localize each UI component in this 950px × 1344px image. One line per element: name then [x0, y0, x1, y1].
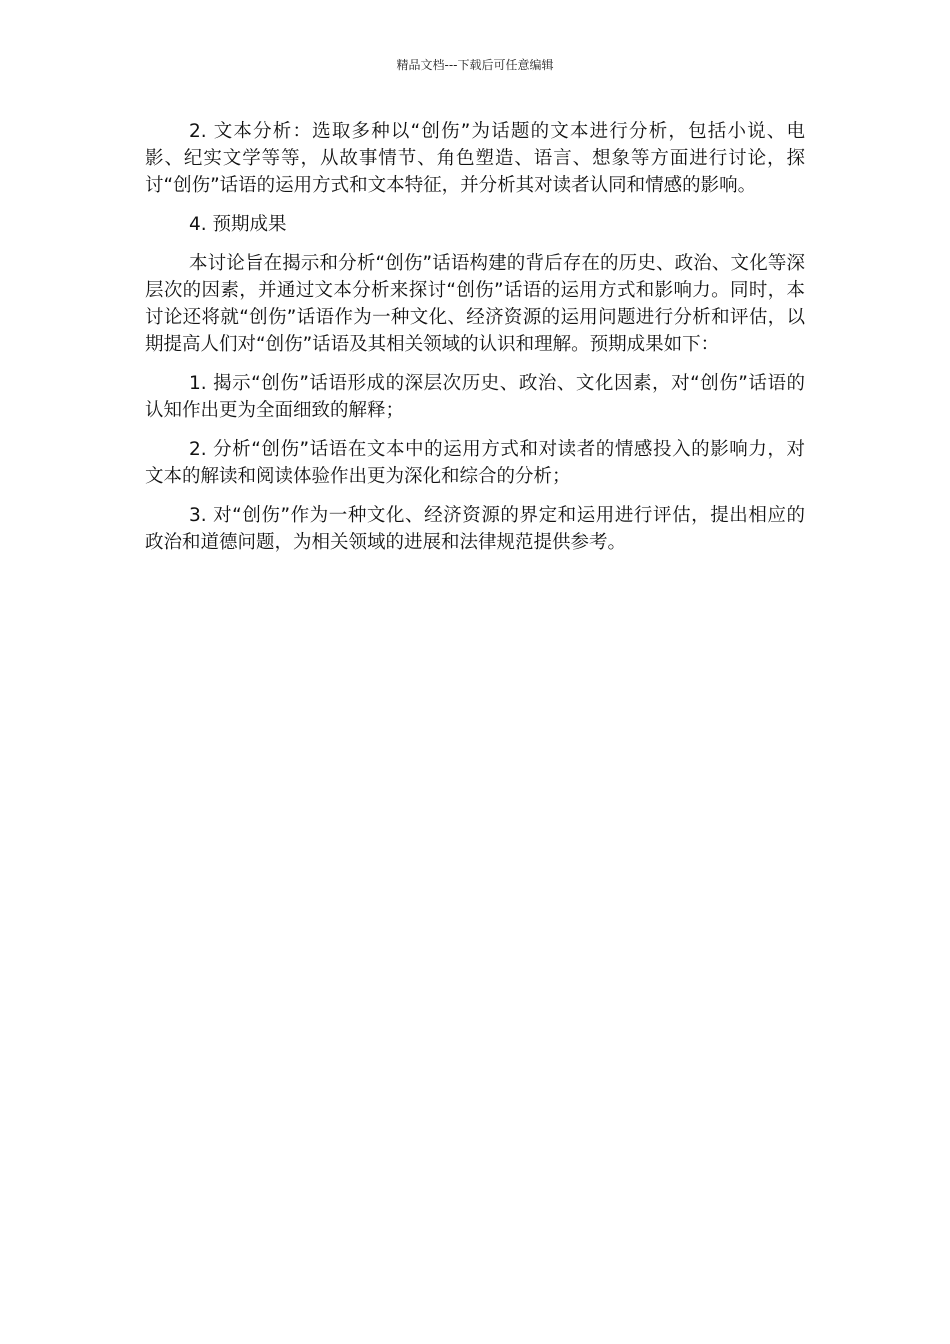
paragraph-text-analysis: 2. 文本分析：选取多种以“创伤”为话题的文本进行分析，包括小说、电影、纪实文学等等，从故事情节、角色塑造、语言、想象等方面进行讨论，探讨“创伤”话语的运用方式和文本特征，并分析其对读者认同和情感的影响。 — [145, 121, 805, 196]
page-header: 精品文档---下载后可任意编辑 — [396, 58, 554, 72]
result-item-2: 2. 分析“创伤”话语在文本中的运用方式和对读者的情感投入的影响力，对文本的解读和阅读体验作出更为深化和综合的分析； — [145, 439, 805, 487]
section-heading-expected-results: 4. 预期成果 — [189, 214, 287, 235]
document-body — [145, 118, 805, 568]
result-item-1: 1. 揭示“创伤”话语形成的深层次历史、政治、文化因素，对“创伤”话语的认知作出更为全面细致的解释； — [145, 373, 805, 421]
result-item-3: 3. 对“创伤”作为一种文化、经济资源的界定和运用进行评估，提出相应的政治和道德问题，为相关领域的进展和法律规范提供参考。 — [145, 505, 805, 553]
paragraph-discussion-aim: 本讨论旨在揭示和分析“创伤”话语构建的背后存在的历史、政治、文化等深层次的因素，并通过文本分析来探讨“创伤”话语的运用方式和影响力。同时，本讨论还将就“创伤”话语作为一种文化、经济资源的运用问题进行分析和评估，以期提高人们对“创伤”话语及其相关领域的认识和理解。预期成果如下： — [145, 253, 805, 355]
